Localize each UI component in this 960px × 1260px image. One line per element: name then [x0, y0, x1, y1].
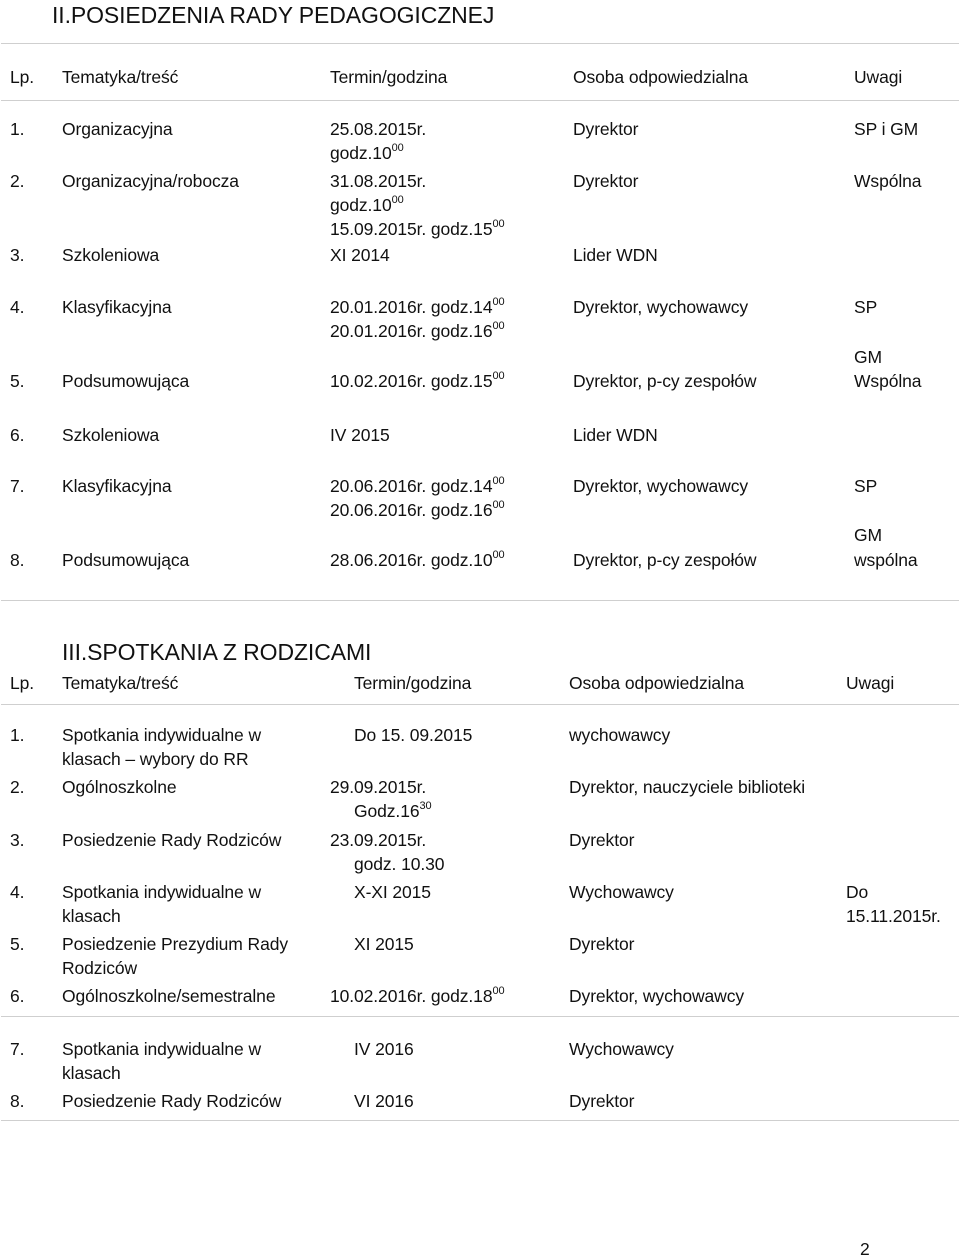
table-rule: [1, 100, 959, 101]
header-notes: Uwagi: [846, 673, 895, 693]
row-person: Dyrektor, p-cy zespołów: [573, 550, 757, 570]
row-time: $godz.10^{00}$: [330, 142, 404, 163]
row-person: wychowawcy: [569, 725, 671, 745]
row-date: VI 2016: [354, 1091, 414, 1111]
row-number: 4.: [10, 882, 25, 902]
row-number: 6.: [10, 986, 25, 1006]
row-person: Dyrektor, wychowawcy: [573, 297, 748, 317]
row-number: 2.: [10, 777, 25, 797]
row-number: 6.: [10, 425, 25, 445]
row-topic-2: klasach – wybory do RR: [62, 749, 249, 769]
row-date: X-XI 2015: [354, 882, 431, 902]
row-date: 23.09.2015r.: [330, 830, 427, 850]
row-topic: Spotkania indywidualne w: [62, 725, 261, 745]
row-topic: Szkoleniowa: [62, 425, 160, 445]
row-time: godz. 10.30: [354, 854, 445, 874]
header-time: Termin/godzina: [330, 67, 448, 87]
row-date: 29.09.2015r.: [330, 777, 427, 797]
row-number: 1.: [10, 725, 25, 745]
table-rule: [1, 704, 959, 705]
row-notes-2: GM: [854, 525, 882, 545]
row-topic: Szkoleniowa: [62, 245, 160, 265]
row-date: 20.06.2016r. $godz.14^{00}$: [330, 475, 505, 496]
row-person: Dyrektor: [573, 171, 639, 191]
header-time: Termin/godzina: [354, 673, 472, 693]
row-date: 10.02.2016r. $godz.15^{00}$: [330, 370, 505, 391]
row-topic: Spotkania indywidualne w: [62, 882, 261, 902]
row-date: 10.02.2016r. $godz.18^{00}$: [330, 985, 505, 1006]
row-date: XI 2015: [354, 934, 414, 954]
row-person: Dyrektor: [569, 830, 635, 850]
row-date: 25.08.2015r.: [330, 119, 427, 139]
row-date-2: 20.06.2016r. $godz.16^{00}$: [330, 499, 505, 520]
row-person: Dyrektor: [573, 119, 639, 139]
table-rule: [1, 43, 959, 44]
row-notes: SP: [854, 476, 878, 496]
row-date: IV 2015: [330, 425, 390, 445]
header-topic: Tematyka/treść: [62, 673, 179, 693]
row-person: Dyrektor, wychowawcy: [573, 476, 748, 496]
header-notes: Uwagi: [854, 67, 903, 87]
row-notes: Wspólna: [854, 371, 922, 391]
row-date-2: 15.09.2015r. $godz.15^{00}$: [330, 218, 505, 239]
row-topic: Ogólnoszkolne/semestralne: [62, 986, 276, 1006]
table-rule: [1, 1120, 959, 1121]
header-person: Osoba odpowiedzialna: [569, 673, 745, 693]
row-number: 3.: [10, 830, 25, 850]
row-number: 1.: [10, 119, 25, 139]
row-notes: Wspólna: [854, 171, 922, 191]
row-topic: Klasyfikacyjna: [62, 476, 172, 496]
row-topic: Podsumowująca: [62, 550, 190, 570]
row-person: Wychowawcy: [569, 1039, 674, 1059]
row-person: Lider WDN: [573, 245, 658, 265]
row-notes-2: GM: [854, 347, 882, 367]
row-number: 5.: [10, 371, 25, 391]
row-topic: Spotkania indywidualne w: [62, 1039, 261, 1059]
row-notes-2: 15.11.2015r.: [846, 906, 941, 926]
row-date: Do 15. 09.2015: [354, 725, 473, 745]
table-rule: [1, 600, 959, 601]
row-notes: SP: [854, 297, 878, 317]
section2-title: II.POSIEDZENIA RADY PEDAGOGICZNEJ: [52, 2, 495, 28]
row-number: 7.: [10, 476, 25, 496]
section3-title: III.SPOTKANIA Z RODZICAMI: [62, 639, 372, 665]
row-date: IV 2016: [354, 1039, 414, 1059]
row-topic: Organizacyjna/robocza: [62, 171, 239, 191]
row-date: 28.06.2016r. $godz.10^{00}$: [330, 549, 505, 570]
row-number: 8.: [10, 1091, 25, 1111]
row-topic: Ogólnoszkolne: [62, 777, 177, 797]
row-topic: Posiedzenie Rady Rodziców: [62, 1091, 282, 1111]
page-number: 2: [860, 1239, 870, 1259]
row-notes: Do: [846, 882, 869, 902]
row-person: Dyrektor, p-cy zespołów: [573, 371, 757, 391]
row-topic: Posiedzenie Rady Rodziców: [62, 830, 282, 850]
row-topic-2: klasach: [62, 1063, 121, 1083]
table-rule: [1, 1016, 959, 1017]
header-lp: Lp.: [10, 673, 35, 693]
row-topic-2: Rodziców: [62, 958, 138, 978]
row-date: XI 2014: [330, 245, 390, 265]
row-date: 31.08.2015r.: [330, 171, 427, 191]
row-person: Wychowawcy: [569, 882, 674, 902]
row-topic: Organizacyjna: [62, 119, 173, 139]
row-number: 4.: [10, 297, 25, 317]
row-topic-2: klasach: [62, 906, 121, 926]
row-date: 20.01.2016r. $godz.14^{00}$: [330, 296, 505, 317]
row-time: $Godz.16^{30}$: [354, 800, 432, 821]
row-number: 5.: [10, 934, 25, 954]
row-person: Lider WDN: [573, 425, 658, 445]
row-notes: wspólna: [854, 550, 918, 570]
header-lp: Lp.: [10, 67, 35, 87]
row-number: 7.: [10, 1039, 25, 1059]
header-person: Osoba odpowiedzialna: [573, 67, 749, 87]
row-number: 2.: [10, 171, 25, 191]
row-notes: SP i GM: [854, 119, 919, 139]
row-person: Dyrektor: [569, 1091, 635, 1111]
row-topic: Klasyfikacyjna: [62, 297, 172, 317]
row-person: Dyrektor, nauczyciele biblioteki: [569, 777, 806, 797]
row-topic: Posiedzenie Prezydium Rady: [62, 934, 288, 954]
header-topic: Tematyka/treść: [62, 67, 179, 87]
row-topic: Podsumowująca: [62, 371, 190, 391]
row-person: Dyrektor: [569, 934, 635, 954]
row-person: Dyrektor, wychowawcy: [569, 986, 744, 1006]
row-number: 8.: [10, 550, 25, 570]
row-number: 3.: [10, 245, 25, 265]
row-date-2: 20.01.2016r. $godz.16^{00}$: [330, 320, 505, 341]
row-time: $godz.10^{00}$: [330, 194, 404, 215]
